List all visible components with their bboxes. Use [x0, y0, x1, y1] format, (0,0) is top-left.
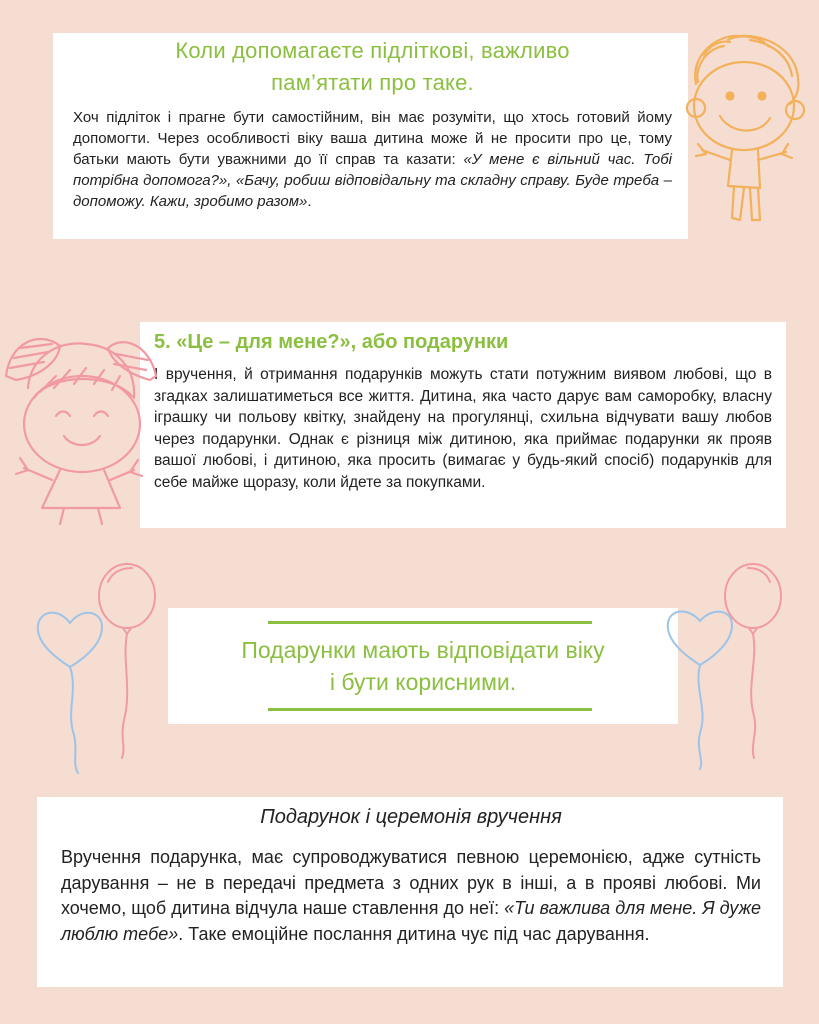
key-message [168, 634, 678, 698]
section-heading: Подарунок і церемонія вручення [260, 806, 562, 828]
heart-balloon-blue-icon [30, 605, 110, 775]
section-body [73, 107, 672, 212]
gifts-section [140, 322, 786, 528]
body-text-end: . [307, 193, 312, 210]
gift-ceremony-section [37, 797, 783, 987]
message-line: Подарунки мають відповідати віку [241, 637, 605, 663]
body-text: Вручення подарунка, має супроводжуватися певною церемонією, адже сутність дарування – не в передачі предмета з одних рук в інші, а в прояві любові. Ми хочемо, щоб дитина відчула наше ставлення до неї: [61, 847, 761, 918]
section-body: І вручення, й отримання подарунків можуть стати потужним виявом любові, що в згадках залишатиметься все життя. Дитина, яка часто дарує вам саморобку, власну іграшку чи польову квітку, знайдену на прогулянці, схильна відчувати вашу любов через подарунки. Однак є різниця між дитиною, яка приймає подарунки як прояв вашої любові, і дитиною, яка просить (вимагає у будь-який спосіб) подарунків для себе майже щоразу, коли йдете за покупками. [154, 366, 772, 491]
round-balloon-pink-icon [720, 560, 790, 760]
divider-bottom [268, 708, 592, 711]
girl-doodle-icon [0, 318, 160, 528]
divider-top [268, 621, 592, 624]
boy-doodle-icon [668, 26, 808, 231]
body-text-end: . Таке емоційне послання дитина чує під час дарування. [178, 923, 650, 944]
title-line: пам’ятати про таке. [271, 70, 474, 95]
title-line: Коли допомагаєте підліткові, важливо [175, 38, 570, 63]
body-quote: «Ти важлива для мене. Я дуже люблю тебе» [61, 898, 761, 944]
body-text: Хоч підліток і прагне бути самостійним, він має розуміти, що хтось готовий йому допомогти. Через особливості віку ваша дитина може й не просити про це, тому батьки мають бути уважними до її справ та казати: [73, 109, 672, 168]
section-heading: 5. «Це – для мене?», або подарунки [154, 331, 509, 353]
body-quote: «У мене є вільний час. Тобі потрібна допомога?», «Бачу, робиш відповідальну та складну справу. Буде треба – допоможу. Кажи, зробимо разом» [73, 151, 672, 210]
teen-help-section [53, 33, 688, 239]
message-line: і бути корисними. [329, 669, 517, 695]
section-body [61, 845, 761, 947]
key-message-box [168, 608, 678, 724]
section-title [73, 35, 672, 99]
